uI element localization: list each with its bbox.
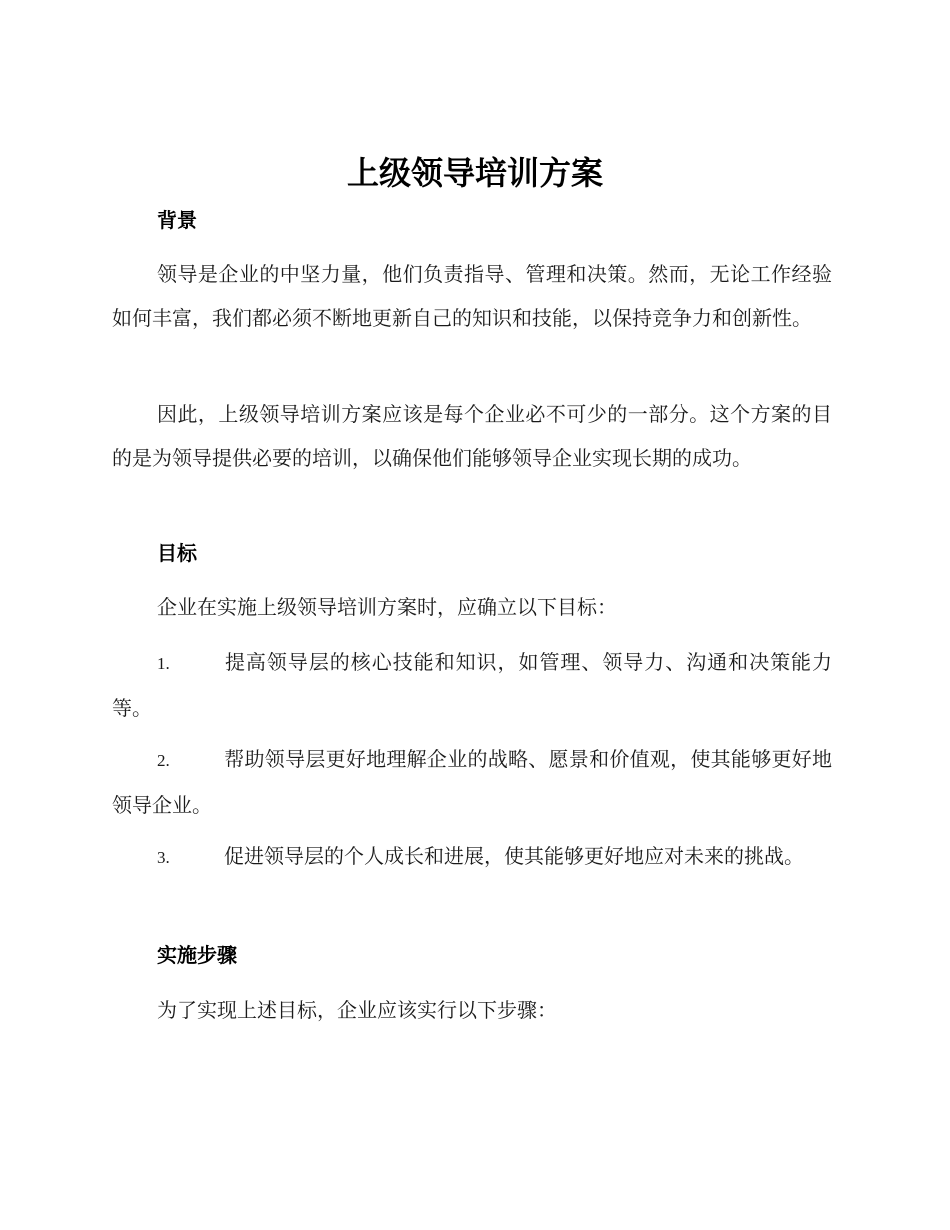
list-item-text: 帮助领导层更好地理解企业的战略、愿景和价值观，使其能够更好地领导企业。 <box>112 747 832 817</box>
list-item-number: 2. <box>157 751 170 770</box>
list-item <box>112 834 832 880</box>
paragraph-goals-intro: 企业在实施上级领导培训方案时，应确立以下目标： <box>157 595 617 619</box>
paragraph-background-2: 因此，上级领导培训方案应该是每个企业必不可少的一部分。这个方案的目的是为领导提供必要的培训，以确保他们能够领导企业实现长期的成功。 <box>112 402 832 470</box>
list-item-text: 促进领导层的个人成长和进展，使其能够更好地应对未来的挑战。 <box>224 844 804 868</box>
list-item <box>112 640 832 730</box>
section-heading-background: 背景 <box>157 208 197 232</box>
list-item-number: 3. <box>157 848 170 867</box>
section-heading-steps: 实施步骤 <box>157 943 237 967</box>
list-item <box>112 737 832 827</box>
paragraph-steps-intro: 为了实现上述目标，企业应该实行以下步骤： <box>157 998 557 1022</box>
list-item-number: 1. <box>157 654 170 673</box>
section-heading-goals: 目标 <box>157 541 197 565</box>
paragraph-background-1: 领导是企业的中坚力量，他们负责指导、管理和决策。然而，无论工作经验如何丰富，我们都必须不断地更新自己的知识和技能，以保持竞争力和创新性。 <box>112 262 832 330</box>
list-item-text: 提高领导层的核心技能和知识，如管理、领导力、沟通和决策能力等。 <box>112 650 832 720</box>
page-title: 上级领导培训方案 <box>346 154 603 192</box>
